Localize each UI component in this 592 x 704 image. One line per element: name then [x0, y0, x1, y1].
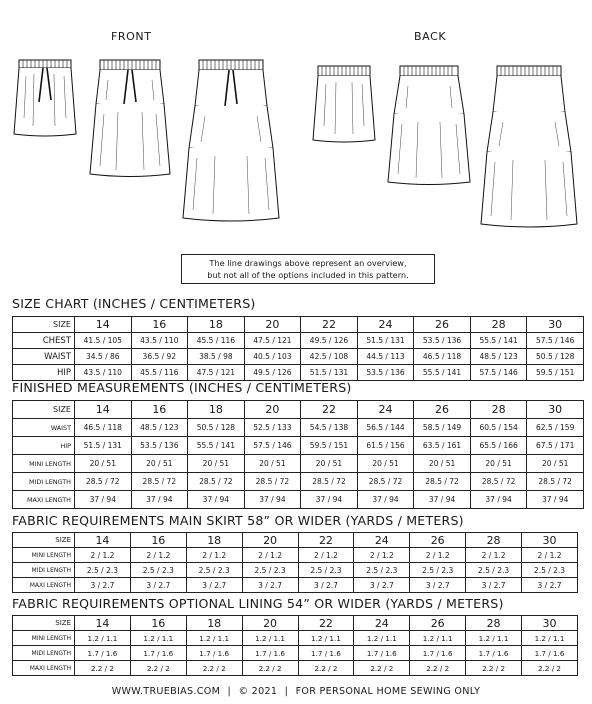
size-column-header: 20 — [242, 616, 298, 631]
table-cell: 2 / 1.2 — [242, 548, 298, 563]
table-cell: 1.7 / 1.6 — [298, 646, 354, 661]
size-column-header: 22 — [301, 317, 358, 333]
table-cell: 28.5 / 72 — [414, 473, 471, 491]
table-cell: 49.5 / 126 — [244, 365, 301, 381]
table-row — [13, 349, 584, 365]
table-cell: 37 / 94 — [527, 491, 584, 509]
table-row — [13, 646, 578, 661]
footer-separator: | — [227, 686, 232, 697]
size-column-header: 18 — [186, 533, 242, 548]
finished-measurements-title: FINISHED MEASUREMENTS (INCHES / CENTIMETERS) — [12, 380, 352, 395]
row-label: WAIST — [13, 349, 75, 365]
back-midi-skirt-drawing — [386, 64, 472, 186]
table-cell: 2 / 1.2 — [410, 548, 466, 563]
size-column-header: 22 — [298, 533, 354, 548]
table-cell: 41.5 / 105 — [75, 333, 132, 349]
table-cell: 2.2 / 2 — [466, 661, 522, 676]
back-mini-skirt-drawing — [312, 64, 376, 144]
table-cell: 2 / 1.2 — [298, 548, 354, 563]
table-row — [13, 473, 584, 491]
table-cell: 1.2 / 1.1 — [130, 631, 186, 646]
table-cell: 1.2 / 1.1 — [298, 631, 354, 646]
table-cell: 57.5 / 146 — [527, 333, 584, 349]
table-cell: 2.5 / 2.3 — [242, 563, 298, 578]
table-cell: 2.2 / 2 — [410, 661, 466, 676]
table-cell: 44.5 / 113 — [357, 349, 414, 365]
table-cell: 2.5 / 2.3 — [410, 563, 466, 578]
table-cell: 2.2 / 2 — [354, 661, 410, 676]
table-cell: 37 / 94 — [301, 491, 358, 509]
size-column-header: 30 — [522, 616, 578, 631]
table-row — [13, 548, 578, 563]
table-cell: 2.2 / 2 — [242, 661, 298, 676]
row-label: HIP — [13, 365, 75, 381]
table-cell: 2.5 / 2.3 — [354, 563, 410, 578]
table-cell: 43.5 / 110 — [75, 365, 132, 381]
table-cell: 42.5 / 108 — [301, 349, 358, 365]
table-cell: 28.5 / 72 — [75, 473, 132, 491]
table-cell: 1.7 / 1.6 — [466, 646, 522, 661]
table-cell: 50.5 / 128 — [188, 419, 245, 437]
table-cell: 1.2 / 1.1 — [354, 631, 410, 646]
footer — [0, 686, 592, 697]
table-cell: 2 / 1.2 — [522, 548, 578, 563]
size-chart-title: SIZE CHART (INCHES / CENTIMETERS) — [12, 296, 256, 311]
table-cell: 48.5 / 123 — [131, 419, 188, 437]
row-label: MAXI LENGTH — [13, 661, 75, 676]
footer-website[interactable]: WWW.TRUEBIAS.COM — [111, 686, 221, 697]
table-cell: 37 / 94 — [131, 491, 188, 509]
size-column-header: 24 — [357, 401, 414, 419]
table-cell: 28.5 / 72 — [244, 473, 301, 491]
size-column-header: 16 — [131, 401, 188, 419]
table-header-row — [13, 317, 584, 333]
size-column-header: 26 — [410, 533, 466, 548]
row-label: CHEST — [13, 333, 75, 349]
size-column-header: 20 — [244, 401, 301, 419]
size-header-label: SIZE — [13, 401, 75, 419]
table-cell: 20 / 51 — [131, 455, 188, 473]
front-midi-skirt-drawing — [88, 58, 172, 178]
table-cell: 28.5 / 72 — [357, 473, 414, 491]
table-cell: 55.5 / 141 — [414, 365, 471, 381]
table-cell: 1.7 / 1.6 — [75, 646, 131, 661]
row-label: MIDI LENGTH — [13, 473, 75, 491]
table-cell: 2 / 1.2 — [466, 548, 522, 563]
size-column-header: 26 — [410, 616, 466, 631]
table-cell: 45.5 / 116 — [188, 333, 245, 349]
table-cell: 37 / 94 — [244, 491, 301, 509]
table-cell: 28.5 / 72 — [470, 473, 527, 491]
table-cell: 2.2 / 2 — [75, 661, 131, 676]
table-row — [13, 661, 578, 676]
size-column-header: 18 — [186, 616, 242, 631]
table-cell: 3 / 2.7 — [130, 578, 186, 593]
table-cell: 20 / 51 — [357, 455, 414, 473]
size-column-header: 18 — [188, 317, 245, 333]
fabric-lining-table — [12, 615, 578, 676]
size-column-header: 24 — [354, 616, 410, 631]
table-cell: 56.5 / 144 — [357, 419, 414, 437]
table-cell: 43.5 / 110 — [131, 333, 188, 349]
table-cell: 3 / 2.7 — [242, 578, 298, 593]
table-cell: 28.5 / 72 — [527, 473, 584, 491]
table-row — [13, 365, 584, 381]
table-cell: 3 / 2.7 — [75, 578, 131, 593]
table-cell: 1.2 / 1.1 — [75, 631, 131, 646]
table-cell: 3 / 2.7 — [298, 578, 354, 593]
size-column-header: 16 — [130, 533, 186, 548]
size-header-label: SIZE — [13, 317, 75, 333]
table-cell: 2.2 / 2 — [298, 661, 354, 676]
table-cell: 37 / 94 — [470, 491, 527, 509]
table-cell: 3 / 2.7 — [466, 578, 522, 593]
table-cell: 20 / 51 — [414, 455, 471, 473]
table-cell: 61.5 / 156 — [357, 437, 414, 455]
table-cell: 46.5 / 118 — [75, 419, 132, 437]
table-cell: 3 / 2.7 — [522, 578, 578, 593]
note-line-1: The line drawings above represent an overview, — [209, 258, 407, 268]
table-header-row — [13, 616, 578, 631]
table-cell: 1.7 / 1.6 — [242, 646, 298, 661]
size-column-header: 28 — [470, 317, 527, 333]
table-cell: 2 / 1.2 — [186, 548, 242, 563]
table-cell: 51.5 / 131 — [301, 365, 358, 381]
row-label: MIDI LENGTH — [13, 646, 75, 661]
table-row — [13, 437, 584, 455]
table-cell: 58.5 / 149 — [414, 419, 471, 437]
size-column-header: 30 — [527, 317, 584, 333]
size-column-header: 22 — [298, 616, 354, 631]
table-cell: 48.5 / 123 — [470, 349, 527, 365]
table-cell: 49.5 / 126 — [301, 333, 358, 349]
size-column-header: 16 — [131, 317, 188, 333]
table-cell: 2 / 1.2 — [75, 548, 131, 563]
table-cell: 60.5 / 154 — [470, 419, 527, 437]
front-mini-skirt-drawing — [14, 58, 76, 138]
table-cell: 2.5 / 2.3 — [75, 563, 131, 578]
table-cell: 2.2 / 2 — [130, 661, 186, 676]
size-column-header: 28 — [466, 616, 522, 631]
size-header-label: SIZE — [13, 533, 75, 548]
size-column-header: 30 — [522, 533, 578, 548]
size-column-header: 14 — [75, 401, 132, 419]
table-cell: 47.5 / 121 — [244, 333, 301, 349]
table-row — [13, 491, 584, 509]
row-label: MINI LENGTH — [13, 455, 75, 473]
table-cell: 59.5 / 151 — [301, 437, 358, 455]
table-cell: 45.5 / 116 — [131, 365, 188, 381]
table-cell: 2.5 / 2.3 — [522, 563, 578, 578]
size-chart-table — [12, 316, 584, 381]
footer-copyright: © 2021 — [238, 686, 278, 697]
table-header-row — [13, 533, 578, 548]
table-cell: 1.2 / 1.1 — [242, 631, 298, 646]
size-column-header: 28 — [470, 401, 527, 419]
table-cell: 37 / 94 — [188, 491, 245, 509]
front-maxi-skirt-drawing — [181, 58, 281, 224]
table-cell: 1.7 / 1.6 — [410, 646, 466, 661]
finished-measurements-table — [12, 400, 584, 509]
table-cell: 63.5 / 161 — [414, 437, 471, 455]
table-cell: 52.5 / 133 — [244, 419, 301, 437]
table-cell: 1.2 / 1.1 — [186, 631, 242, 646]
table-cell: 37 / 94 — [414, 491, 471, 509]
table-cell: 2.2 / 2 — [522, 661, 578, 676]
table-cell: 54.5 / 138 — [301, 419, 358, 437]
table-cell: 2.5 / 2.3 — [130, 563, 186, 578]
table-cell: 37 / 94 — [75, 491, 132, 509]
size-column-header: 20 — [242, 533, 298, 548]
table-cell: 28.5 / 72 — [131, 473, 188, 491]
table-row — [13, 631, 578, 646]
table-cell: 53.5 / 136 — [414, 333, 471, 349]
size-column-header: 28 — [466, 533, 522, 548]
table-cell: 36.5 / 92 — [131, 349, 188, 365]
table-cell: 51.5 / 131 — [75, 437, 132, 455]
size-column-header: 20 — [244, 317, 301, 333]
table-cell: 1.7 / 1.6 — [130, 646, 186, 661]
fabric-main-title: FABRIC REQUIREMENTS MAIN SKIRT 58” OR WIDER (YARDS / METERS) — [12, 513, 464, 528]
table-cell: 20 / 51 — [301, 455, 358, 473]
back-maxi-skirt-drawing — [479, 64, 579, 230]
front-view-label: FRONT — [111, 30, 152, 43]
table-cell: 1.2 / 1.1 — [522, 631, 578, 646]
table-cell: 3 / 2.7 — [186, 578, 242, 593]
table-cell: 47.5 / 121 — [188, 365, 245, 381]
table-cell: 28.5 / 72 — [188, 473, 245, 491]
table-cell: 40.5 / 103 — [244, 349, 301, 365]
size-header-label: SIZE — [13, 616, 75, 631]
size-column-header: 26 — [414, 317, 471, 333]
table-cell: 28.5 / 72 — [301, 473, 358, 491]
table-cell: 1.7 / 1.6 — [186, 646, 242, 661]
back-view-label: BACK — [414, 30, 447, 43]
size-column-header: 30 — [527, 401, 584, 419]
table-row — [13, 578, 578, 593]
table-cell: 37 / 94 — [357, 491, 414, 509]
row-label: MIDI LENGTH — [13, 563, 75, 578]
table-cell: 20 / 51 — [470, 455, 527, 473]
table-row — [13, 455, 584, 473]
row-label: MAXI LENGTH — [13, 578, 75, 593]
table-cell: 1.2 / 1.1 — [466, 631, 522, 646]
table-cell: 65.5 / 166 — [470, 437, 527, 455]
table-cell: 2.5 / 2.3 — [298, 563, 354, 578]
table-cell: 1.7 / 1.6 — [522, 646, 578, 661]
table-cell: 1.7 / 1.6 — [354, 646, 410, 661]
table-cell: 34.5 / 86 — [75, 349, 132, 365]
table-cell: 55.5 / 141 — [188, 437, 245, 455]
size-column-header: 24 — [354, 533, 410, 548]
footer-notice: FOR PERSONAL HOME SEWING ONLY — [295, 686, 481, 697]
table-row — [13, 419, 584, 437]
fabric-lining-title: FABRIC REQUIREMENTS OPTIONAL LINING 54” OR WIDER (YARDS / METERS) — [12, 596, 504, 611]
table-cell: 2.5 / 2.3 — [466, 563, 522, 578]
table-cell: 57.5 / 146 — [470, 365, 527, 381]
size-column-header: 14 — [75, 317, 132, 333]
table-cell: 20 / 51 — [75, 455, 132, 473]
table-cell: 20 / 51 — [244, 455, 301, 473]
size-column-header: 18 — [188, 401, 245, 419]
table-row — [13, 563, 578, 578]
fabric-main-table — [12, 532, 578, 593]
table-cell: 53.5 / 136 — [131, 437, 188, 455]
table-cell: 3 / 2.7 — [410, 578, 466, 593]
size-column-header: 14 — [75, 533, 131, 548]
table-cell: 1.2 / 1.1 — [410, 631, 466, 646]
table-cell: 38.5 / 98 — [188, 349, 245, 365]
line-drawings — [0, 0, 592, 232]
size-column-header: 24 — [357, 317, 414, 333]
table-cell: 3 / 2.7 — [354, 578, 410, 593]
table-cell: 2.2 / 2 — [186, 661, 242, 676]
table-row — [13, 333, 584, 349]
table-cell: 53.5 / 136 — [357, 365, 414, 381]
size-column-header: 26 — [414, 401, 471, 419]
table-cell: 62.5 / 159 — [527, 419, 584, 437]
table-cell: 2 / 1.2 — [354, 548, 410, 563]
table-header-row — [13, 401, 584, 419]
size-column-header: 16 — [130, 616, 186, 631]
table-cell: 67.5 / 171 — [527, 437, 584, 455]
table-cell: 2 / 1.2 — [130, 548, 186, 563]
table-cell: 2.5 / 2.3 — [186, 563, 242, 578]
table-cell: 20 / 51 — [527, 455, 584, 473]
table-cell: 20 / 51 — [188, 455, 245, 473]
footer-separator: | — [284, 686, 289, 697]
table-cell: 51.5 / 131 — [357, 333, 414, 349]
table-cell: 55.5 / 141 — [470, 333, 527, 349]
row-label: MINI LENGTH — [13, 631, 75, 646]
size-column-header: 14 — [75, 616, 131, 631]
table-cell: 57.5 / 146 — [244, 437, 301, 455]
row-label: MAXI LENGTH — [13, 491, 75, 509]
drawings-disclaimer-note — [181, 254, 435, 284]
row-label: WAIST — [13, 419, 75, 437]
row-label: HIP — [13, 437, 75, 455]
row-label: MINI LENGTH — [13, 548, 75, 563]
note-line-2: but not all of the options included in this pattern. — [207, 270, 409, 280]
table-cell: 46.5 / 118 — [414, 349, 471, 365]
table-cell: 50.5 / 128 — [527, 349, 584, 365]
size-column-header: 22 — [301, 401, 358, 419]
table-cell: 59.5 / 151 — [527, 365, 584, 381]
